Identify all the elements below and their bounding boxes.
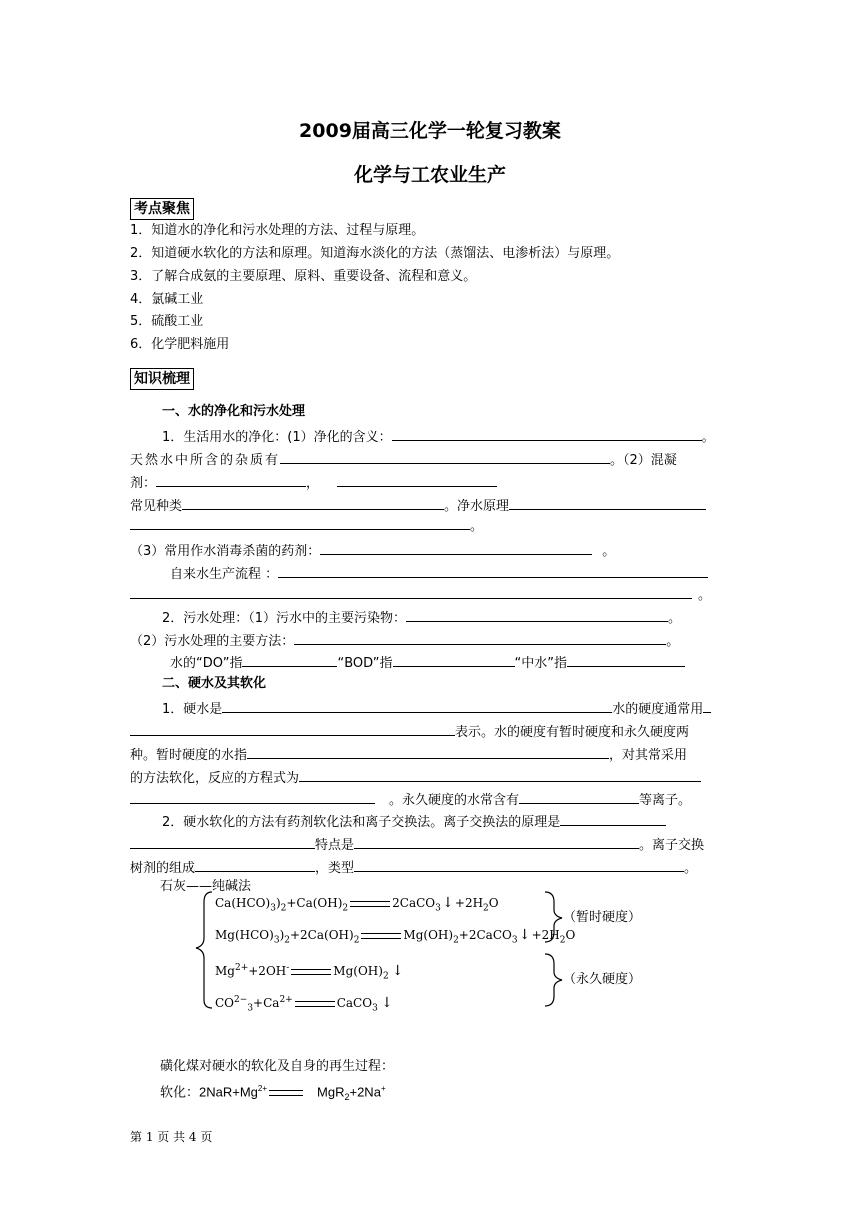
text-line: 石灰——纯碱法 <box>160 879 252 894</box>
focus-item: 4．氯碱工业 <box>130 292 204 307</box>
reaction-2: $Mg(HCO)_3)_2+2Ca(OH)_2$ $Mg(OH)_2+2CaCO_3↓+2H_2O$ <box>215 927 576 946</box>
double-equals-icon <box>361 933 401 939</box>
text-line: 1．生活用水的净化：(1）净化的含义： 。 <box>162 426 715 447</box>
double-equals-icon <box>291 969 331 975</box>
text-line: 常见种类 。净水原理 <box>130 495 706 516</box>
section-heading-hard-water: 二、硬水及其软化 <box>162 676 267 691</box>
fill-blank[interactable] <box>509 495 706 510</box>
brace-perm <box>545 954 562 1006</box>
text-line: 2．污水处理：（1）污水中的主要污染物： 。 <box>162 607 681 628</box>
fill-blank[interactable] <box>560 811 666 826</box>
double-equals-icon <box>295 1001 335 1007</box>
fill-blank[interactable] <box>299 767 701 782</box>
fill-blank[interactable] <box>567 652 685 667</box>
text-line: 天然水中所含的杂质有 。（2）混凝 <box>130 449 677 470</box>
focus-item: 1．知道水的净化和污水处理的方法、过程与原理。 <box>130 223 425 238</box>
fill-blank[interactable] <box>130 789 375 804</box>
focus-item: 3．了解合成氨的主要原理、原料、重要设备、流程和意义。 <box>130 269 477 284</box>
precipitate-arrow-icon: ↓ <box>380 995 393 1011</box>
fill-blank[interactable] <box>156 472 306 487</box>
fill-blank[interactable] <box>130 584 692 599</box>
fill-blank[interactable] <box>294 630 666 645</box>
section-box-knowledge: 知识梳理 <box>130 368 194 390</box>
text-line: 表示。水的硬度有暂时硬度和永久硬度两 <box>130 721 689 742</box>
label-permanent-hardness: （永久硬度） <box>563 972 642 987</box>
precipitate-arrow-icon: ↓ <box>442 895 454 911</box>
fill-blank[interactable] <box>278 563 708 578</box>
fill-blank[interactable] <box>320 540 592 555</box>
label-temporary-hardness: （暂时硬度） <box>563 910 642 925</box>
fill-blank[interactable] <box>182 495 444 510</box>
fill-blank[interactable] <box>393 652 515 667</box>
text-line: 树剂的组成 ，类型 。 <box>130 857 697 878</box>
text-line: 1．硬水是 水的硬度通常用 <box>162 698 711 719</box>
section-box-focus: 考点聚焦 <box>130 198 194 220</box>
text-line: 特点是 。离子交换 <box>130 834 704 855</box>
reaction-1: $Ca(HCO)_3)_2+Ca(OH)_2$ $2CaCO_3↓+2H_2O$ <box>215 895 499 914</box>
fill-blank[interactable] <box>354 857 684 872</box>
fill-blank[interactable] <box>280 449 610 464</box>
fill-blank[interactable] <box>392 426 702 441</box>
precipitate-arrow-icon: ↓ <box>391 963 404 979</box>
reaction-3: $Mg^{2+}+2OH^-$ $Mg(OH)_2$ ↓ <box>215 960 407 984</box>
fill-blank[interactable] <box>130 834 315 849</box>
text-line: （2）污水处理的主要方法： 。 <box>130 630 679 651</box>
fill-blank[interactable] <box>406 607 668 622</box>
double-equals-icon <box>269 1090 303 1096</box>
focus-item: 5．硫酸工业 <box>130 314 204 329</box>
text-line: 磺化煤对硬水的软化及自身的再生过程： <box>160 1059 395 1074</box>
fill-blank[interactable] <box>337 472 497 487</box>
focus-item: 2．知道硬水软化的方法和原理。知道海水淡化的方法（蒸馏法、电渗析法）与原理。 <box>130 246 620 261</box>
text-line: 的方法软化，反应的方程式为 <box>130 767 701 788</box>
document-title: 2009届高三化学一轮复习教案 <box>299 120 561 142</box>
text-line: 。 <box>130 515 483 536</box>
reaction-4: $CO^{2-}_3+Ca^{2+}$ CaCO$_3$ ↓ <box>215 992 396 1016</box>
focus-item: 6．化学肥料施用 <box>130 337 230 352</box>
text-line: 种。暂时硬度的水指 ，对其常采用 <box>130 744 687 765</box>
text-line: 水的“DO”指 “BOD”指 “中水”指 <box>170 652 685 673</box>
text-line: 剂： ， <box>130 472 497 493</box>
text-line: （3）常用作水消毒杀菌的药剂： 。 <box>130 540 615 561</box>
double-equals-icon <box>350 901 390 907</box>
fill-blank[interactable] <box>222 698 612 713</box>
text-line: 2．硬水软化的方法有药剂软化法和离子交换法。离子交换法的原理是 <box>162 811 666 832</box>
softening-equation: 软化：$2NaR+Mg^{2+}$ MgR$_2$+2Na+ <box>160 1084 386 1102</box>
text-line: 。 <box>130 584 711 605</box>
page-footer: 第 1 页 共 4 页 <box>130 1130 213 1144</box>
fill-blank[interactable] <box>519 789 639 804</box>
left-brace <box>196 892 212 1008</box>
text-line: 。永久硬度的水常含有 等离子。 <box>130 789 691 810</box>
fill-blank[interactable] <box>195 857 315 872</box>
fill-blank[interactable] <box>130 515 470 530</box>
fill-blank[interactable] <box>242 652 337 667</box>
fill-blank[interactable] <box>130 721 455 736</box>
text-line: 自来水生产流程 ： <box>170 563 708 584</box>
section-heading-water: 一、水的净化和污水处理 <box>162 404 306 419</box>
fill-blank[interactable] <box>703 698 711 713</box>
precipitate-arrow-icon: ↓ <box>518 927 531 943</box>
document-subtitle: 化学与工农业生产 <box>353 164 506 186</box>
fill-blank[interactable] <box>247 744 609 759</box>
fill-blank[interactable] <box>354 834 639 849</box>
